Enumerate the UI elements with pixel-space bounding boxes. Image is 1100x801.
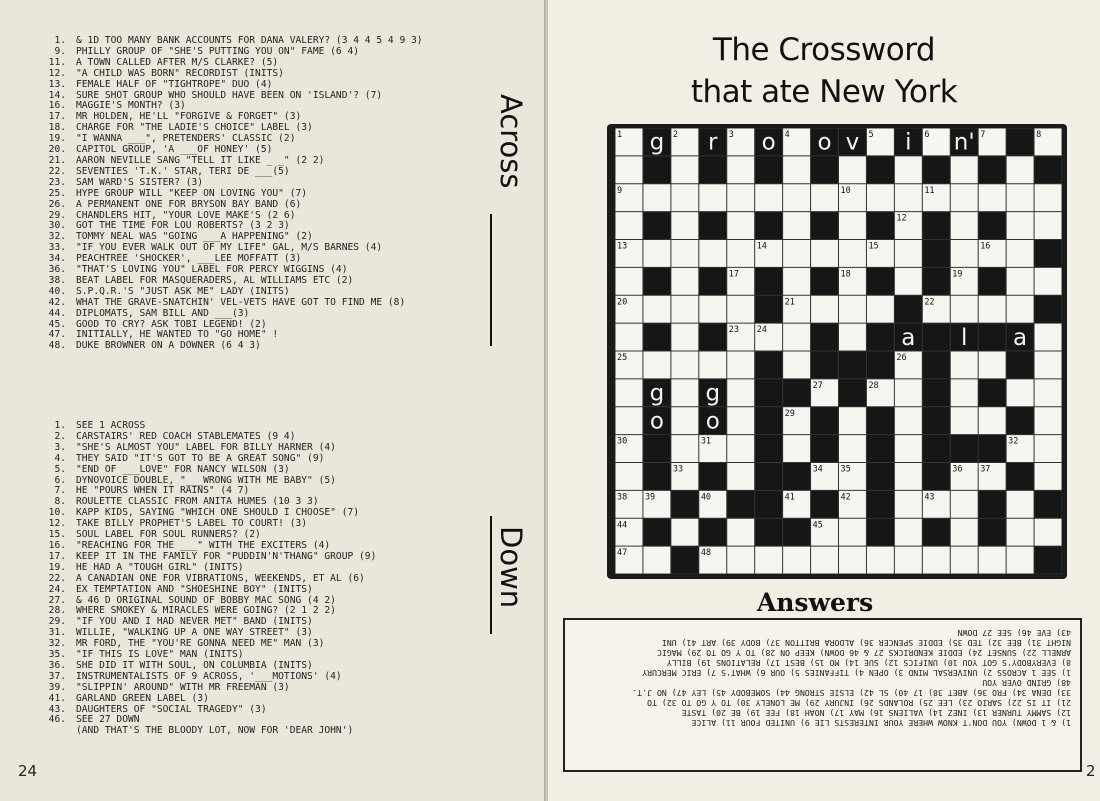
clue-text: DYNOVOICE DOUBLE, "___WRONG WITH ME BABY" (5) (76, 474, 336, 486)
clue-text: (AND THAT'S THE BLOODY LOT, NOW FOR 'DEAR JOHN') (76, 725, 354, 737)
cell-number: 22 (924, 297, 935, 308)
cell-letter: l (961, 324, 968, 351)
title-line-1: The Crossword (712, 32, 936, 68)
cell-number: 38 (617, 492, 628, 503)
cell-number: 19 (952, 269, 963, 280)
clue-text: SOUL LABEL FOR SOUL RUNNERS? (2) (76, 529, 261, 541)
clue-text: HYPE GROUP WILL "KEEP ON LOVING YOU" (7) (76, 187, 308, 199)
clue-text: FEMALE HALF OF "TIGHTROPE" DUO (4) (76, 78, 273, 90)
black-square (1034, 295, 1062, 323)
black-square (1006, 128, 1034, 156)
black-square (922, 267, 950, 295)
clue-number: 6. (54, 474, 66, 486)
clue-number: 33. (48, 242, 66, 254)
clue-number: 29. (48, 209, 66, 221)
black-square (811, 407, 839, 435)
cell-number: 24 (756, 325, 767, 336)
cell-number: 30 (617, 436, 628, 447)
cell-letter: a (901, 324, 916, 351)
black-square (755, 267, 783, 295)
clue-number: 3. (54, 441, 66, 453)
black-square (755, 379, 783, 407)
clue-text: "IF YOU EVER WALK OUT OF MY LIFE" GAL, M/S BARNES (4) (76, 242, 383, 254)
cell-number: 32 (1008, 436, 1019, 447)
black-square (1034, 490, 1062, 518)
cell-letter: g (649, 129, 665, 156)
clue-text: SHE DID IT WITH SOUL, ON COLUMBIA (INITS) (76, 659, 313, 671)
clue-number: 26. (48, 198, 66, 210)
black-square (866, 351, 894, 379)
black-square (922, 351, 950, 379)
clue-text: SEE 27 DOWN (76, 714, 140, 726)
cell-letter: g (705, 380, 721, 407)
clue-text: MR HOLDEN, HE'LL "FORGIVE & FORGET" (3) (76, 111, 302, 123)
cell-number: 1 (617, 130, 623, 140)
cell-number: 7 (980, 130, 986, 140)
cell-number: 5 (868, 130, 874, 140)
cell-number: 12 (896, 213, 907, 224)
cell-number: 41 (784, 492, 795, 503)
cell-number: 25 (617, 353, 628, 363)
cell-number: 26 (896, 353, 907, 363)
clue-number: 9. (54, 45, 66, 57)
cell-number: 35 (840, 464, 851, 475)
clue-text: S.P.Q.R.'S "JUST ASK ME" LADY (INITS) (76, 285, 290, 297)
black-square (1034, 240, 1062, 268)
black-square (922, 379, 950, 407)
clue-text: GARLAND GREEN LABEL (3) (76, 692, 209, 704)
clue-number: 44. (48, 307, 66, 319)
clue-number: 17. (48, 550, 66, 562)
cell-number: 36 (952, 464, 963, 475)
black-square (866, 490, 894, 518)
clue-number: 15. (48, 529, 66, 541)
clue-row (48, 465, 488, 476)
clue-number: 12. (48, 67, 66, 79)
clue-row (48, 585, 488, 596)
across-heading: Across (494, 94, 528, 189)
black-square (755, 518, 783, 546)
black-square (755, 463, 783, 491)
clue-text: "IF YOU AND I HAD NEVER MET" BAND (INITS) (76, 616, 313, 628)
cell-number: 13 (617, 241, 628, 252)
clue-row (48, 309, 488, 320)
black-square (922, 407, 950, 435)
clue-number: 19. (48, 133, 66, 145)
clue-number: 23. (48, 176, 66, 188)
clue-text: MR FORD, THE "YOU'RE GONNA NEED ME" MAN (3) (76, 638, 325, 650)
black-square (727, 490, 755, 518)
clue-number: 22. (48, 572, 66, 584)
cell-number: 31 (700, 436, 712, 447)
clue-number: 29. (48, 616, 66, 628)
black-square (643, 212, 671, 240)
answers-upside-down (575, 628, 1071, 728)
clue-text: EX TEMPTATION AND "SHOESHINE BOY" (INITS) (76, 583, 313, 595)
cell-number: 48 (700, 548, 712, 559)
cell-letter: o (761, 129, 776, 156)
clue-text: MAGGIE'S MONTH? (3) (76, 100, 186, 112)
black-square (1034, 156, 1062, 184)
clue-text: THEY SAID "IT'S GOT TO BE A GREAT SONG" (9) (76, 452, 325, 464)
cell-letter: g (649, 380, 665, 407)
across-rule (490, 214, 492, 346)
cell-number: 20 (617, 297, 628, 308)
answer-line: NIGHT 31) BEE 32) TED 35) EDDIE SPENCER 36) ALDORA BRITTON 37) BODY 39) ART 41) UNI (661, 638, 1071, 648)
clue-number: 12. (48, 518, 66, 530)
black-square (978, 490, 1006, 518)
black-square (1006, 407, 1034, 435)
clue-number: 1. (54, 35, 66, 46)
clue-text: ROULETTE CLASSIC FROM ANITA HUMES (10 3 3) (76, 496, 319, 508)
clue-number: 47. (48, 329, 66, 341)
black-square (643, 156, 671, 184)
clue-text: HE HAD A "TOUGH GIRL" (INITS) (76, 561, 244, 573)
cell-number: 4 (784, 130, 790, 140)
clue-number: 18. (48, 122, 66, 134)
clue-text: CHANDLERS HIT, "YOUR LOVE MAKE'S (2 6) (76, 209, 296, 221)
clue-number: 8. (54, 496, 66, 508)
black-square (866, 435, 894, 463)
clue-number: 32. (48, 638, 66, 650)
clue-number: 38. (48, 274, 66, 286)
clue-row (48, 80, 488, 91)
cell-number: 18 (840, 269, 851, 280)
black-square (978, 518, 1006, 546)
clue-number: 48. (48, 340, 66, 352)
clue-text: CARSTAIRS' RED COACH STABLEMATES (9 4) (76, 430, 296, 442)
clue-row (48, 341, 488, 352)
black-square (699, 463, 727, 491)
black-square (699, 156, 727, 184)
cell-number: 11 (924, 185, 935, 196)
clue-number: 32. (48, 231, 66, 243)
clue-number: 14. (48, 89, 66, 101)
black-square (839, 379, 867, 407)
clue-text: TAKE BILLY PROPHET'S LABEL TO COURT! (3) (76, 518, 308, 530)
clue-text: DUKE BROWNER ON A DOWNER (6 4 3) (76, 340, 261, 352)
clue-number: 34. (48, 253, 66, 265)
clue-text: A TOWN CALLED AFTER M/S CLARKE? (5) (76, 56, 279, 68)
black-square (699, 323, 727, 351)
answer-line: 21) IT IS 22) SARIO 23) LEE 25) ROLANDS 26) INJURY 29) ME LONELY 30) TO Y GO TO 32) TO (647, 698, 1071, 708)
answers-box (563, 618, 1082, 772)
clue-text: CHARGE FOR "THE LADIE'S CHOICE" LABEL (3) (76, 122, 313, 134)
clue-text: WHERE SMOKEY & MIRACLES WERE GOING? (2 1 2 2) (76, 605, 336, 617)
clue-number: 42. (48, 296, 66, 308)
clue-number: 17. (48, 111, 66, 123)
clue-number: 43. (48, 703, 66, 715)
cell-number: 23 (728, 325, 739, 336)
black-square (866, 518, 894, 546)
clue-number: 5. (54, 463, 66, 475)
clue-number (48, 726, 66, 737)
black-square (839, 351, 867, 379)
cell-letter: o (817, 129, 832, 156)
black-square (922, 240, 950, 268)
clue-number: 41. (48, 692, 66, 704)
down-clues (48, 421, 488, 737)
answers-heading: Answers (756, 588, 874, 617)
cell-letter: o (649, 408, 664, 435)
cell-letter: r (708, 129, 718, 156)
answer-line: 48) GRIND OVER YOU (982, 678, 1071, 688)
clue-text: & 46 D ORIGINAL SOUND OF BOBBY MAC SONG (4 2) (76, 594, 336, 606)
black-square (643, 435, 671, 463)
clue-text: "END OF ___LOVE" FOR NANCY WILSON (3) (76, 463, 290, 475)
clue-text: BEAT LABEL FOR MASQUERADERS, AL WILLIAMS ETC (2) (76, 274, 354, 286)
cell-number: 45 (812, 520, 823, 531)
clue-text: "A CHILD WAS BORN" RECORDIST (INITS) (76, 67, 284, 79)
cell-number: 43 (924, 492, 935, 503)
cell-number: 47 (617, 548, 628, 559)
clue-text: GOOD TO CRY? ASK TOBI LEGEND! (2) (76, 318, 267, 330)
black-square (643, 463, 671, 491)
black-square (811, 351, 839, 379)
black-square (643, 267, 671, 295)
black-square (671, 490, 699, 518)
cell-number: 33 (672, 464, 684, 475)
black-square (922, 156, 950, 184)
black-square (866, 407, 894, 435)
answer-line: 8) EVERYBODY'S GOT YOU 10) UNIFICS 12) SUE 14) MO 15) BEST 17) RELATIONS 19) BILLY (666, 658, 1071, 668)
clue-text: INITIALLY, HE WANTED TO "GO HOME" ! (76, 329, 279, 341)
black-square (978, 435, 1006, 463)
black-square (950, 435, 978, 463)
black-square (811, 323, 839, 351)
black-square (755, 156, 783, 184)
clue-number: 16. (48, 100, 66, 112)
clue-number: 2. (54, 430, 66, 442)
cell-number: 39 (644, 492, 656, 503)
cell-letter: i (905, 129, 912, 156)
down-heading: Down (494, 526, 528, 609)
clue-number: 31. (48, 627, 66, 639)
clue-text: A CANADIAN ONE FOR VIBRATIONS, WEEKENDS, ET AL (6) (76, 572, 365, 584)
black-square (866, 212, 894, 240)
clue-text: "THAT'S LOVING YOU" LABEL FOR PERCY WIGGINS (4) (76, 264, 348, 276)
clue-number: 30. (48, 220, 66, 232)
clue-number: 4. (54, 452, 66, 464)
clue-number: 16. (48, 539, 66, 551)
cell-number: 8 (1036, 130, 1042, 140)
left-page (0, 0, 545, 801)
clue-text: TOMMY NEAL WAS "GOING ___A HAPPENING" (2) (76, 231, 313, 243)
clue-text: WHAT THE GRAVE-SNATCHIN' VEL-VETS HAVE GOT TO FIND ME (8) (76, 296, 406, 308)
black-square (922, 323, 950, 351)
clue-text: A PERMANENT ONE FOR BRYSON BAY BAND (6) (76, 198, 302, 210)
across-clues (48, 36, 488, 352)
clue-number: 39. (48, 681, 66, 693)
black-square (699, 212, 727, 240)
black-square (811, 490, 839, 518)
page-number-left: 24 (18, 762, 38, 780)
clue-text: PEACHTREE 'SHOCKER', ___LEE MOFFATT (3) (76, 253, 302, 265)
black-square (978, 379, 1006, 407)
clue-number: 22. (48, 165, 66, 177)
cell-number: 40 (700, 492, 712, 503)
black-square (671, 546, 699, 574)
clue-row (48, 454, 488, 465)
cell-number: 27 (812, 380, 823, 391)
black-square (783, 379, 811, 407)
cell-number: 29 (784, 408, 795, 419)
answer-line: 12) SAMMY TURNER 13) INEZ 14) VALIENS 16) MAY 17) NOAH 18) FEE 19) BE 20) TASTE (681, 708, 1071, 718)
black-square (866, 267, 894, 295)
black-square (866, 463, 894, 491)
clue-number: 20. (48, 144, 66, 156)
clue-text: "IF THIS IS LOVE" MAN (INITS) (76, 649, 244, 661)
clue-text: DIPLOMATS, SAM BILL AND ___(3) (76, 307, 250, 319)
black-square (755, 295, 783, 323)
cell-letter: o (705, 408, 720, 435)
clue-text: INSTRUMENTALISTS OF 9 ACROSS, '___MOTIONS' (4) (76, 670, 342, 682)
cell-number: 44 (617, 520, 628, 531)
clue-text: PHILLY GROUP OF "SHE'S PUTTING YOU ON" FAME (6 4) (76, 45, 360, 57)
clue-text: GOT THE TIME FOR LOU ROBERTS? (3 2 3) (76, 220, 290, 232)
cell-letter: a (1013, 324, 1028, 351)
answer-line: 1) SEE 1 ACROSS 2) UNIVERSAL MIND 3) OPEN 4) TIFFANIES 5) OUR 6) WHAT'S 7) ERIC MERCURY (642, 668, 1071, 678)
clue-number: 45. (48, 318, 66, 330)
black-square (811, 267, 839, 295)
black-square (643, 518, 671, 546)
clue-text: "I WANNA ___", PRETENDERS' CLASSIC (2) (76, 133, 296, 145)
answer-line: ARNELL 22) SUNSET 24) EDDIE KENDRICKS 27 & 46 DOWN) KEEP ON 28) TO Y GO TO 29) MAGIC (656, 648, 1071, 658)
clue-text: KAPP KIDS, SAYING "WHICH ONE SHOULD I CHOOSE" (7) (76, 507, 360, 519)
clue-number: 11. (48, 56, 66, 68)
crossword-grid (615, 128, 1062, 574)
black-square (755, 351, 783, 379)
black-square (922, 518, 950, 546)
cell-number: 37 (980, 464, 991, 475)
black-square (699, 267, 727, 295)
clue-text: SAM WARD'S SISTER? (3) (76, 176, 204, 188)
cell-number: 28 (868, 380, 879, 391)
clue-number: 37. (48, 670, 66, 682)
page-number-right: 2 (1086, 762, 1096, 780)
black-square (922, 212, 950, 240)
clue-row (48, 69, 488, 80)
answer-line: 33) DENA 34) FRO 36) ABET 38) 17 40) SL 42) ELSIE STRONG 44) SOMEBODY 45) LEY 47) NO J.T. (632, 688, 1071, 698)
clue-text: "SLIPPIN' AROUND" WITH MR FREEMAN (3) (76, 681, 290, 693)
cell-letter: v (845, 129, 860, 156)
black-square (922, 463, 950, 491)
black-square (783, 518, 811, 546)
cell-number: 10 (840, 185, 851, 196)
clue-number: 7. (54, 485, 66, 497)
clue-row (48, 726, 488, 737)
clue-row (48, 189, 488, 200)
title-line-2: that ate New York (690, 74, 958, 110)
clue-number: 1. (54, 420, 66, 431)
black-square (922, 435, 950, 463)
down-rule (490, 516, 492, 634)
clue-number: 40. (48, 285, 66, 297)
cell-number: 16 (980, 241, 991, 252)
black-square (866, 156, 894, 184)
black-square (894, 295, 922, 323)
clue-number: 21. (48, 154, 66, 166)
cell-number: 9 (617, 185, 623, 196)
black-square (643, 323, 671, 351)
clue-row (48, 574, 488, 585)
cell-number: 6 (924, 130, 930, 140)
black-square (978, 212, 1006, 240)
clue-text: & 1D TOO MANY BANK ACCOUNTS FOR DANA VALERY? (3 4 4 5 4 9 3) (76, 35, 423, 46)
clue-text: AARON NEVILLE SANG "TELL IT LIKE _ _" (2 2) (76, 154, 325, 166)
clue-row (48, 200, 488, 211)
cell-number: 15 (868, 241, 879, 252)
black-square (755, 407, 783, 435)
black-square (755, 435, 783, 463)
clue-text: KEEP IT IN THE FAMILY FOR "PUDDIN'N'THANG" GROUP (9) (76, 550, 377, 562)
black-square (811, 435, 839, 463)
cell-number: 34 (812, 464, 823, 475)
clue-text: "SHE'S ALMOST YOU" LABEL FOR BILLY HARNER (4) (76, 441, 336, 453)
clue-text: SEVENTIES 'T.K.' STAR, TERI DE ___(5) (76, 165, 290, 177)
cell-number: 2 (672, 130, 678, 140)
black-square (866, 323, 894, 351)
clue-text: HE "POURS WHEN IT RAINS" (4 7) (76, 485, 250, 497)
black-square (1034, 546, 1062, 574)
clue-text: WILLIE, "WALKING UP A ONE WAY STREET" (3) (76, 627, 313, 639)
black-square (978, 156, 1006, 184)
clue-number: 19. (48, 561, 66, 573)
clue-number: 24. (48, 583, 66, 595)
clue-number: 25. (48, 187, 66, 199)
clue-number: 10. (48, 507, 66, 519)
clue-text: CAPITOL GROUP, 'A ___OF HONEY' (5) (76, 144, 273, 156)
black-square (811, 156, 839, 184)
cell-number: 17 (728, 269, 739, 280)
cell-number: 42 (840, 492, 851, 503)
black-square (783, 463, 811, 491)
clue-number: 27. (48, 594, 66, 606)
clue-number: 36. (48, 264, 66, 276)
cell-number: 3 (728, 130, 734, 140)
clue-text: SURE SHOT GROUP WHO SHOULD HAVE BEEN ON 'ISLAND'? (7) (76, 89, 383, 101)
clue-text: SEE 1 ACROSS (76, 420, 146, 431)
black-square (978, 267, 1006, 295)
black-square (978, 323, 1006, 351)
clue-number: 35. (48, 649, 66, 661)
answer-line: 1) & 1 DOWN) YOU DON'T KNOW WHERE YOUR INTERESTS LIE 9) UNITED FOUR 11) ALICE (691, 718, 1071, 728)
clue-number: 28. (48, 605, 66, 617)
black-square (755, 212, 783, 240)
cell-letter: n' (953, 129, 975, 156)
black-square (811, 212, 839, 240)
black-square (699, 518, 727, 546)
black-square (1006, 463, 1034, 491)
clue-number: 36. (48, 659, 66, 671)
answer-line: 43) EVE 46) SEE 27 DOWN (957, 628, 1071, 638)
clue-text: DAUGHTERS OF "SOCIAL TRAGEDY" (3) (76, 703, 267, 715)
cell-number: 21 (784, 297, 795, 308)
clue-number: 46. (48, 714, 66, 726)
black-square (755, 490, 783, 518)
clue-number: 13. (48, 78, 66, 90)
cell-number: 14 (756, 241, 767, 252)
clue-row (48, 694, 488, 705)
black-square (1006, 351, 1034, 379)
clue-text: "REACHING FOR THE ___" WITH THE EXCITERS (4) (76, 539, 331, 551)
